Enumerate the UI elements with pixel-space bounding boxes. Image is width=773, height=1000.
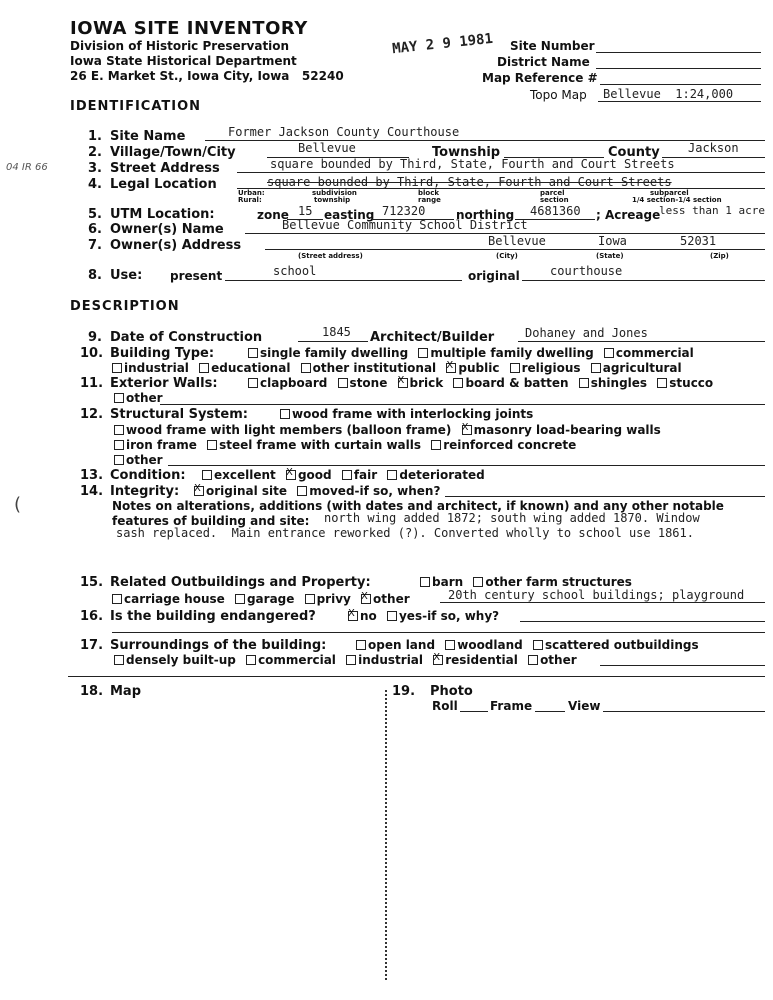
structural-other-line[interactable] [168, 465, 765, 466]
checkbox-icon [199, 363, 209, 373]
option-surroundings-other[interactable]: other [528, 653, 577, 667]
building-type-row-2 [112, 361, 688, 375]
topo-map-line [598, 101, 761, 102]
roll-label: Roll [432, 699, 458, 713]
checked-box-icon [433, 655, 443, 665]
alterations-text-1: north wing added 1872; south wing added 1870. Window [324, 511, 700, 525]
owner-zip-value: 52031 [680, 234, 717, 248]
option-multiple-family[interactable]: multiple family dwelling [418, 346, 593, 360]
option-single-family[interactable]: single family dwelling [248, 346, 408, 360]
description-heading: DESCRIPTION [70, 299, 180, 314]
block-caption: block [418, 189, 440, 197]
item-3-number: 3. [88, 161, 102, 176]
urban-caption: Urban: [238, 189, 265, 197]
item-8-number: 8. [88, 268, 102, 283]
site-name-value: Former Jackson County Courthouse [228, 125, 460, 139]
option-balloon-frame[interactable]: wood frame with light members (balloon frame) [114, 423, 451, 437]
rural-caption: Rural: [238, 196, 262, 204]
endangered-line-2[interactable] [112, 632, 765, 633]
checkbox-icon [114, 393, 124, 403]
checkbox-icon [248, 378, 258, 388]
item-13-number: 13. [80, 468, 104, 483]
checkbox-icon [338, 378, 348, 388]
item-18-number: 18. [80, 684, 104, 699]
option-original-site[interactable]: X original site [194, 484, 287, 498]
topo-map-label: Topo Map [530, 88, 587, 102]
site-number-line[interactable] [596, 52, 761, 53]
option-outbuildings-other[interactable]: X other [361, 592, 410, 606]
endangered-label: Is the building endangered? [110, 609, 316, 624]
outbuildings-other-line[interactable] [440, 602, 765, 603]
checkbox-icon [114, 655, 124, 665]
item-14-number: 14. [80, 484, 104, 499]
architect-line[interactable] [518, 341, 765, 342]
checkbox-icon [387, 611, 397, 621]
easting-value: 712320 [382, 204, 426, 218]
owner-name-label: Owner(s) Name [110, 222, 224, 237]
easting-label: easting [324, 208, 375, 222]
option-educational[interactable]: educational [199, 361, 290, 375]
option-industrial[interactable]: industrial [112, 361, 189, 375]
option-good[interactable]: X good [286, 468, 332, 482]
checked-box-icon [361, 594, 371, 604]
integrity-row [194, 484, 446, 498]
option-woodland[interactable]: woodland [445, 638, 523, 652]
site-name-line[interactable] [205, 140, 765, 141]
checkbox-icon [114, 425, 124, 435]
margin-note: 04 IR 66 [6, 162, 48, 173]
received-date-stamp: MAY 2 9 1981 [391, 30, 494, 58]
legal-location-label: Legal Location [110, 177, 217, 192]
checked-box-icon [194, 486, 204, 496]
item-5-number: 5. [88, 207, 102, 222]
checkbox-icon [579, 378, 589, 388]
street-address-caption: (Street address) [298, 252, 363, 260]
county-label: County [608, 145, 660, 160]
subparcel-caption: subparcel [650, 189, 689, 197]
legal-location-value: square bounded by Third, State, Fourth and Court Streets [267, 175, 672, 189]
item-1-number: 1. [88, 129, 102, 144]
agency-line-2: Iowa State Historical Department [70, 54, 297, 68]
option-shingles[interactable]: shingles [579, 376, 647, 390]
item-4-number: 4. [88, 177, 102, 192]
option-endangered-yes[interactable]: yes-if so, why? [387, 609, 499, 623]
owner-state-value: Iowa [598, 234, 627, 248]
option-open-land[interactable]: open land [356, 638, 435, 652]
option-clapboard[interactable]: clapboard [248, 376, 327, 390]
checked-box-icon [398, 378, 408, 388]
agency-line-3: 26 E. Market St., Iowa City, Iowa 52240 [70, 69, 344, 83]
option-board-batten[interactable]: board & batten [453, 376, 568, 390]
date-of-construction-value: 1845 [322, 325, 351, 339]
street-address-value: square bounded by Third, State, Fourth and Court Streets [270, 157, 675, 171]
checkbox-icon [346, 655, 356, 665]
date-of-construction-line[interactable] [298, 341, 368, 342]
checkbox-icon [473, 577, 483, 587]
item-15-number: 15. [80, 575, 104, 590]
option-moved[interactable]: moved-if so, when? [297, 484, 440, 498]
item-17-number: 17. [80, 638, 104, 653]
exterior-walls-row [248, 376, 719, 390]
exterior-walls-label: Exterior Walls: [110, 376, 218, 391]
map-label: Map [110, 684, 142, 699]
alterations-notes-label: Notes on alterations, additions (with dates and architect, if known) and any other notable [112, 499, 724, 513]
checkbox-icon [431, 440, 441, 450]
option-other-institutional[interactable]: other institutional [301, 361, 437, 375]
checkbox-icon [418, 348, 428, 358]
checkbox-icon [112, 363, 122, 373]
condition-row [202, 468, 491, 482]
county-value: Jackson [688, 141, 739, 155]
checkbox-icon [510, 363, 520, 373]
village-value: Bellevue [298, 141, 356, 155]
checkbox-icon [591, 363, 601, 373]
item-2-number: 2. [88, 145, 102, 160]
photo-label: Photo [430, 684, 473, 699]
zip-caption: (Zip) [710, 252, 729, 260]
option-structural-other[interactable]: other [114, 453, 163, 467]
present-use-value: school [273, 264, 317, 278]
district-name-label: District Name [497, 55, 590, 69]
zone-label: zone [257, 208, 289, 222]
checkbox-icon [604, 348, 614, 358]
original-use-line[interactable] [522, 280, 765, 281]
option-stucco[interactable]: stucco [657, 376, 713, 390]
date-of-construction-label: Date of Construction [110, 330, 263, 345]
acreage-label: ; Acreage [596, 208, 661, 222]
checkbox-icon [112, 594, 122, 604]
township-caption: township [314, 196, 351, 204]
architect-value: Dohaney and Jones [525, 326, 648, 340]
walls-other-line[interactable] [160, 404, 765, 405]
checkbox-icon [533, 640, 543, 650]
street-address-line[interactable] [237, 172, 765, 173]
item-12-number: 12. [80, 407, 104, 422]
present-use-line[interactable] [225, 280, 462, 281]
option-excellent[interactable]: excellent [202, 468, 276, 482]
zone-value: 15 [298, 204, 313, 218]
checkbox-icon [246, 655, 256, 665]
utm-label: UTM Location: [110, 207, 215, 222]
option-carriage-house[interactable]: carriage house [112, 592, 225, 606]
outbuildings-row-2 [112, 592, 416, 606]
section-divider [68, 676, 765, 677]
option-surroundings-industrial[interactable]: industrial [346, 653, 423, 667]
original-use-value: courthouse [550, 264, 623, 278]
option-masonry-load-bearing[interactable]: X masonry load-bearing walls [462, 423, 661, 437]
site-name-label: Site Name [110, 129, 186, 144]
option-privy[interactable]: privy [305, 592, 351, 606]
structural-row-2 [114, 423, 667, 437]
checkbox-icon [528, 655, 538, 665]
site-number-label: Site Number [510, 39, 595, 53]
present-label: present [170, 269, 223, 283]
range-caption: range [418, 196, 441, 204]
checkbox-icon [202, 470, 212, 480]
margin-mark: ( [14, 494, 22, 515]
option-scattered-outbuildings[interactable]: scattered outbuildings [533, 638, 699, 652]
option-agricultural[interactable]: agricultural [591, 361, 682, 375]
use-label: Use: [110, 268, 143, 283]
building-type-row-1 [248, 346, 700, 360]
map-reference-line[interactable] [600, 84, 761, 85]
district-name-line[interactable] [596, 68, 761, 69]
frame-line[interactable] [535, 711, 565, 712]
structural-row-3 [114, 438, 582, 452]
building-type-label: Building Type: [110, 346, 215, 361]
checkbox-icon [445, 640, 455, 650]
features-label: features of building and site: [112, 514, 310, 528]
roll-line[interactable] [460, 711, 488, 712]
item-7-number: 7. [88, 238, 102, 253]
village-label: Village/Town/City [110, 145, 236, 160]
frame-label: Frame [490, 699, 533, 713]
northing-value: 4681360 [530, 204, 581, 218]
township-label: Township [432, 145, 501, 160]
option-walls-other[interactable]: other [114, 391, 163, 405]
item-19-number: 19. [392, 684, 416, 699]
identification-heading: IDENTIFICATION [70, 99, 202, 114]
surroundings-row-2 [114, 653, 583, 667]
checkbox-icon [114, 440, 124, 450]
map-reference-label: Map Reference # [482, 71, 598, 85]
endangered-why-line[interactable] [520, 621, 765, 622]
item-9-number: 9. [88, 330, 102, 345]
checked-box-icon [446, 363, 456, 373]
topo-map-value: Bellevue 1:24,000 [603, 87, 734, 101]
checkbox-icon [235, 594, 245, 604]
checked-box-icon [348, 611, 358, 621]
owner-name-value: Bellevue Community School District [282, 218, 528, 232]
checkbox-icon [453, 378, 463, 388]
map-photo-divider [385, 690, 387, 980]
option-not-endangered[interactable]: X no [348, 609, 377, 623]
checkbox-icon [297, 486, 307, 496]
checkbox-icon [356, 640, 366, 650]
option-steel-frame[interactable]: steel frame with curtain walls [207, 438, 421, 452]
checkbox-icon [248, 348, 258, 358]
street-address-label: Street Address [110, 161, 220, 176]
checkbox-icon [301, 363, 311, 373]
city-caption: (City) [496, 252, 518, 260]
option-religious[interactable]: religious [510, 361, 581, 375]
checkbox-icon [387, 470, 397, 480]
option-wood-frame-interlocking[interactable]: wood frame with interlocking joints [280, 407, 533, 421]
alterations-text-2: sash replaced. Main entrance reworked (?). Converted wholly to school use 1861. [116, 526, 694, 540]
checked-box-icon [286, 470, 296, 480]
outbuildings-row-1 [420, 575, 638, 589]
surroundings-row-1 [356, 638, 705, 652]
option-fair[interactable]: fair [342, 468, 377, 482]
quarter-section-caption: 1/4 section-1/4 section [632, 196, 722, 204]
option-deteriorated[interactable]: deteriorated [387, 468, 484, 482]
option-brick[interactable]: X brick [398, 376, 444, 390]
form-title: IOWA SITE INVENTORY [70, 18, 308, 39]
original-label: original [468, 269, 520, 283]
section-caption: section [540, 196, 569, 204]
checkbox-icon [305, 594, 315, 604]
surroundings-label: Surroundings of the building: [110, 638, 327, 653]
item-10-number: 10. [80, 346, 104, 361]
checkbox-icon [114, 455, 124, 465]
checkbox-icon [342, 470, 352, 480]
option-iron-frame[interactable]: iron frame [114, 438, 197, 452]
checkbox-icon [657, 378, 667, 388]
owner-address-line[interactable] [265, 249, 765, 250]
owner-address-label: Owner(s) Address [110, 238, 242, 253]
acreage-value: less than 1 acre [659, 204, 765, 217]
option-other-farm-structures[interactable]: other farm structures [473, 575, 632, 589]
subdivision-caption: subdivision [312, 189, 357, 197]
owner-city-value: Bellevue [488, 234, 546, 248]
agency-line-1: Division of Historic Preservation [70, 39, 290, 53]
option-garage[interactable]: garage [235, 592, 294, 606]
option-residential[interactable]: X residential [433, 653, 518, 667]
surroundings-other-line[interactable] [600, 665, 765, 666]
parcel-caption: parcel [540, 189, 565, 197]
option-surroundings-commercial[interactable]: commercial [246, 653, 336, 667]
architect-label: Architect/Builder [370, 330, 495, 345]
option-densely-built-up[interactable]: densely built-up [114, 653, 236, 667]
state-caption: (State) [596, 252, 624, 260]
integrity-label: Integrity: [110, 484, 180, 499]
structural-system-label: Structural System: [110, 407, 248, 422]
outbuildings-label: Related Outbuildings and Property: [110, 575, 371, 590]
option-reinforced-concrete[interactable]: reinforced concrete [431, 438, 576, 452]
option-commercial[interactable]: commercial [604, 346, 694, 360]
item-6-number: 6. [88, 222, 102, 237]
endangered-row [348, 609, 505, 623]
option-public[interactable]: X public [446, 361, 499, 375]
option-stone[interactable]: stone [338, 376, 388, 390]
view-label: View [568, 699, 601, 713]
outbuildings-other-value: 20th century school buildings; playground [448, 588, 745, 602]
checkbox-icon [207, 440, 217, 450]
view-line[interactable] [603, 711, 765, 712]
item-11-number: 11. [80, 376, 104, 391]
condition-label: Condition: [110, 468, 186, 483]
checkbox-icon [280, 409, 290, 419]
checked-box-icon [462, 425, 472, 435]
checkbox-icon [420, 577, 430, 587]
northing-label: northing [456, 208, 515, 222]
moved-when-line[interactable] [445, 496, 765, 497]
item-16-number: 16. [80, 609, 104, 624]
option-barn[interactable]: barn [420, 575, 463, 589]
county-line[interactable] [662, 157, 765, 158]
